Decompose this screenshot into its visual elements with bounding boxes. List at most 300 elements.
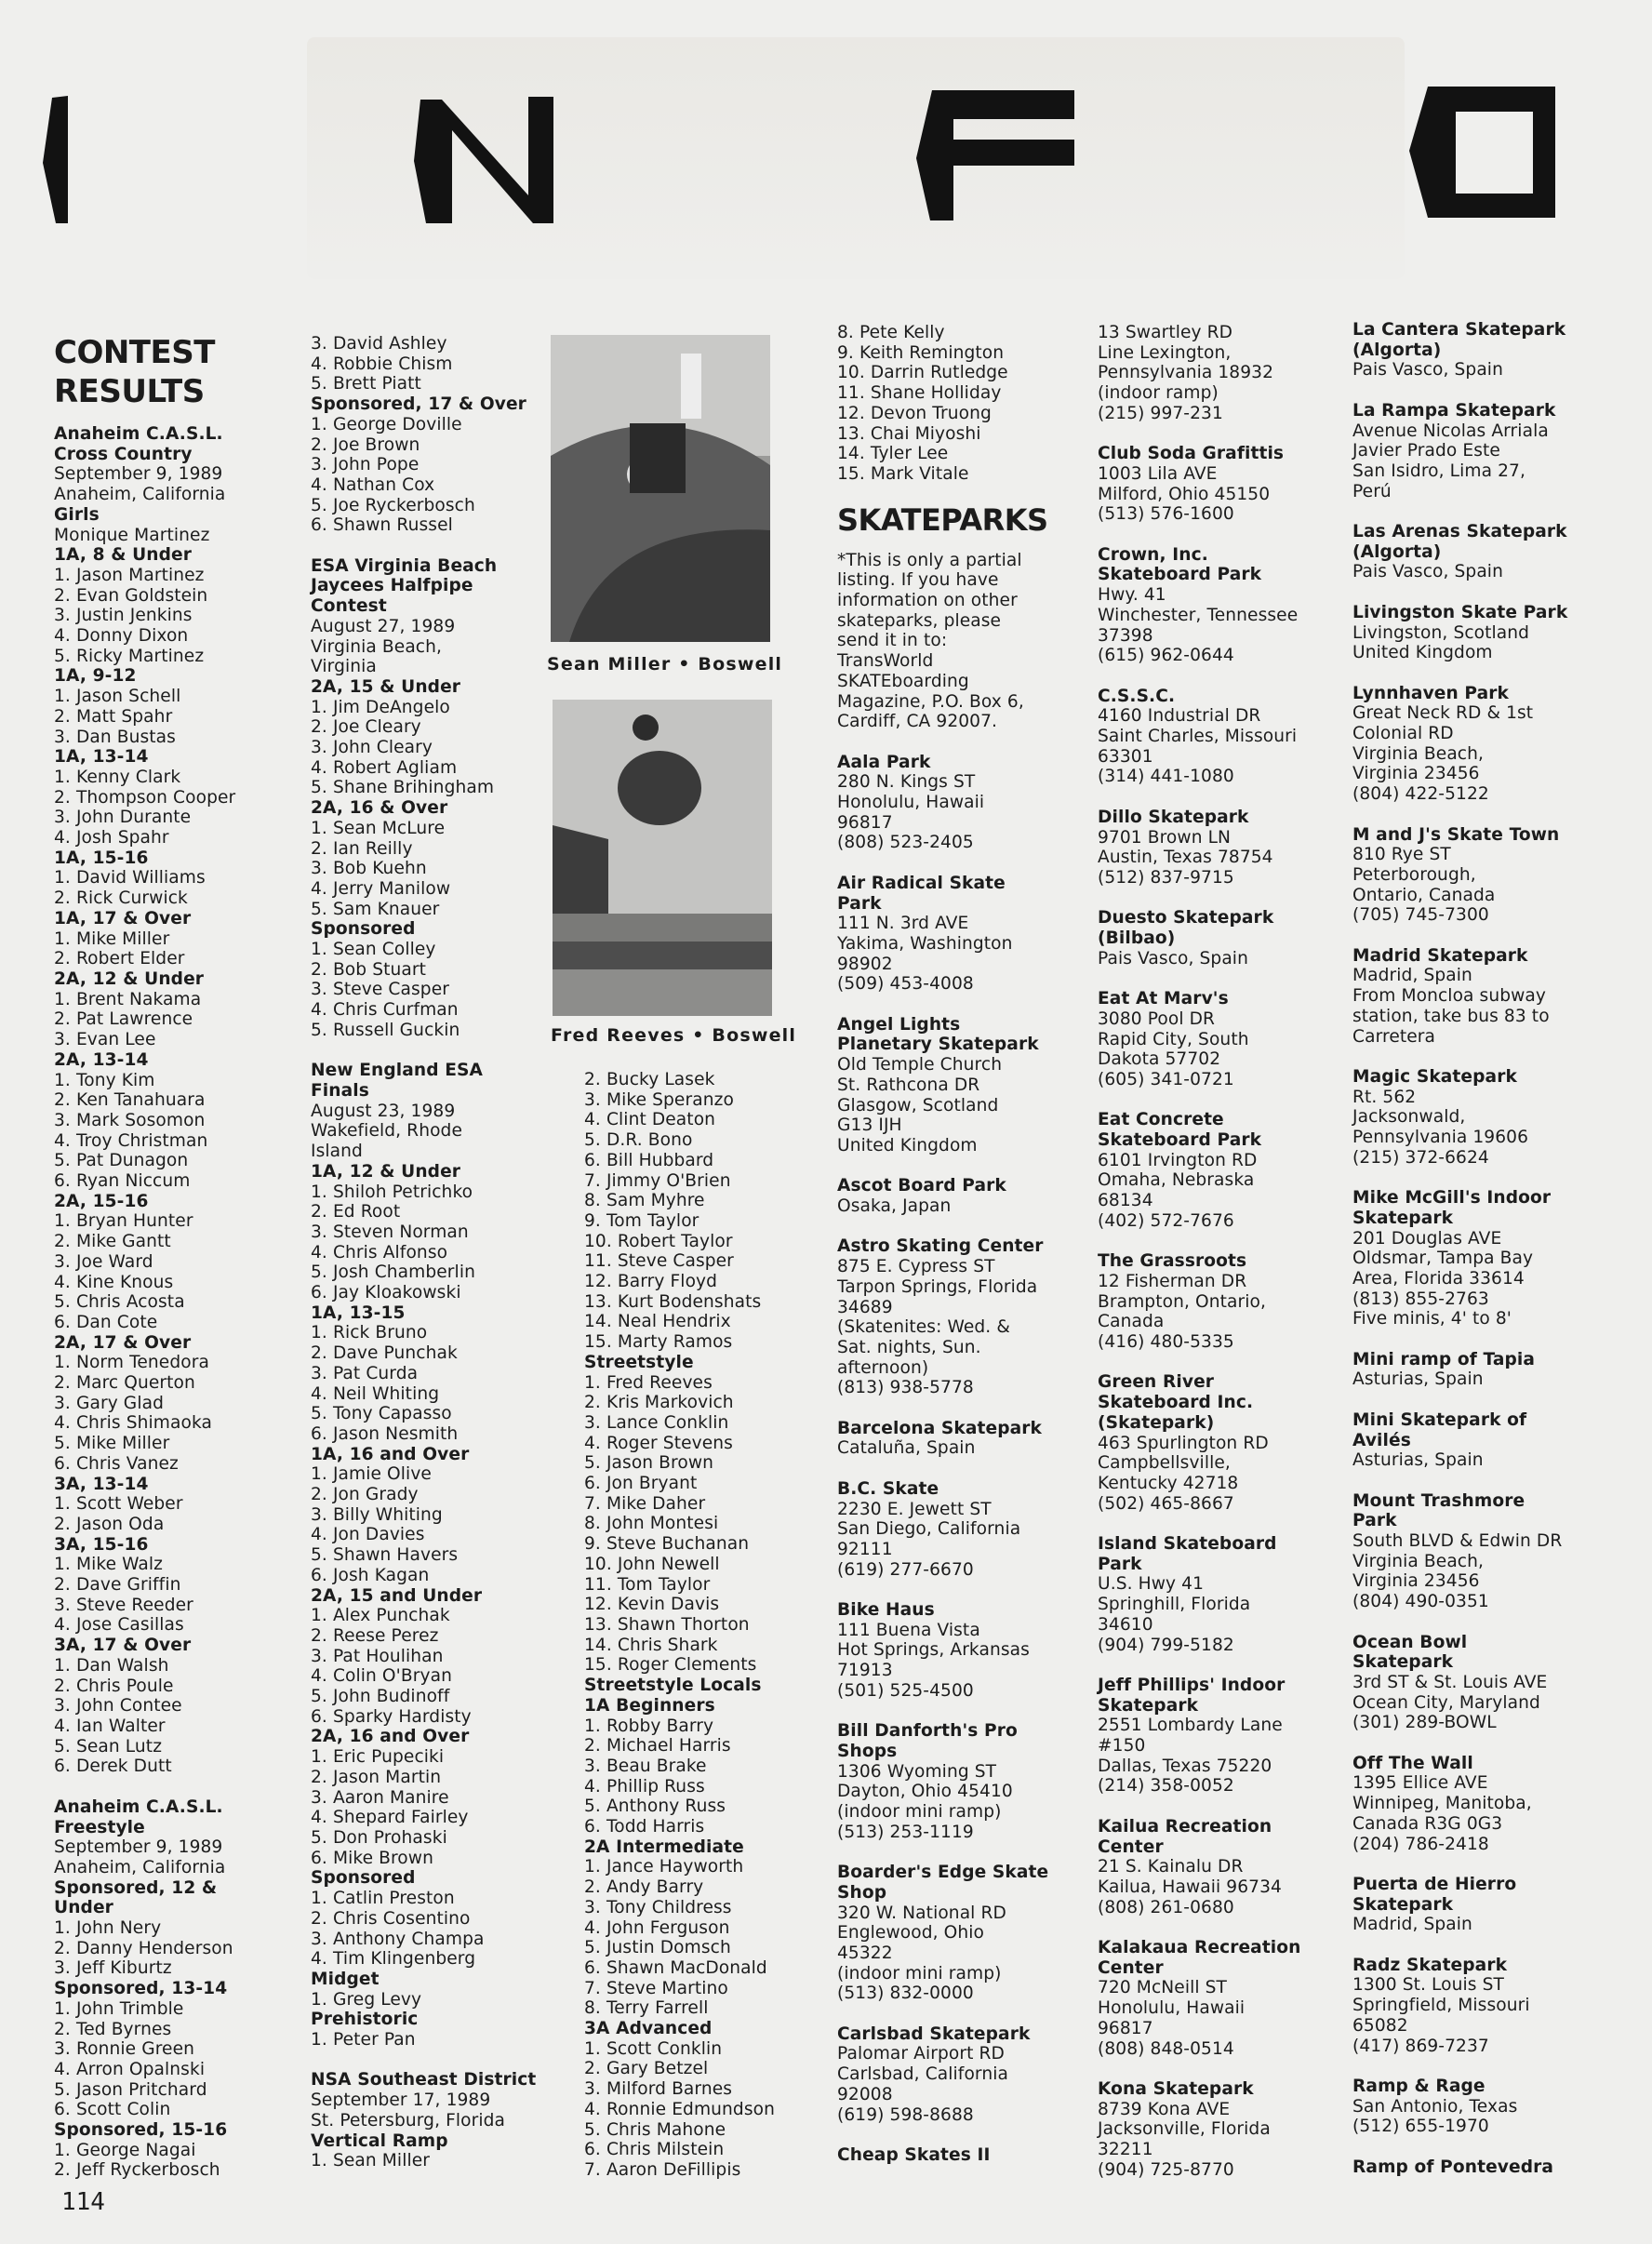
- skatepark-detail: Kailua, Hawaii 96734: [1098, 1877, 1282, 1897]
- skatepark-name: Skatepark: [1352, 1652, 1454, 1673]
- skatepark-detail: 6101 Irvington RD: [1098, 1150, 1258, 1170]
- skatepark-entry: [1352, 1410, 1567, 1491]
- result-line: 3. Tony Childress: [584, 1897, 732, 1917]
- result-line: 2. Jason Oda: [54, 1514, 165, 1534]
- result-line: 7. Mike Daher: [584, 1493, 706, 1514]
- skatepark-name: (Bilbao): [1098, 928, 1176, 949]
- result-line: 1. Brent Nakama: [54, 989, 202, 1009]
- result-line: 1. Alex Punchak: [311, 1606, 450, 1626]
- result-line: 2. Robert Elder: [54, 949, 185, 969]
- spacer: [837, 732, 1048, 753]
- result-line: 1. Jance Hayworth: [584, 1857, 744, 1877]
- skatepark-entry: [1098, 1372, 1301, 1534]
- spacer: [1098, 968, 1301, 989]
- result-line: 3. Pat Curda: [311, 1363, 419, 1383]
- skatepark-entry: [1098, 687, 1301, 808]
- result-line: 3. Mike Speranzo: [584, 1089, 734, 1110]
- skatepark-detail: (513) 576-1600: [1098, 504, 1234, 525]
- skatepark-entry: [1352, 946, 1567, 1067]
- result-line: 7. Jimmy O'Brien: [584, 1170, 731, 1191]
- skatepark-detail: Winchester, Tennessee: [1098, 605, 1299, 625]
- skatepark-name: Planetary Skatepark: [837, 1035, 1039, 1055]
- skatepark-entry: [1352, 684, 1567, 825]
- result-line: 1. Peter Pan: [311, 2030, 416, 2050]
- result-line: 4. John Ferguson: [584, 1917, 730, 1938]
- skatepark-detail: Carlsbad, California: [837, 2064, 1008, 2085]
- skatepark-detail: (402) 572-7676: [1098, 1210, 1234, 1231]
- category-heading: Streetstyle Locals: [584, 1676, 762, 1696]
- category-heading: 2A, 13-14: [54, 1049, 149, 1070]
- result-line: Virginia Beach,: [311, 636, 443, 657]
- result-line: 1. Bryan Hunter: [54, 1211, 193, 1232]
- skatepark-name: Ramp of Pontevedra: [1352, 2157, 1554, 2177]
- skatepark-name: Skatepark: [1352, 1894, 1454, 1915]
- skatepark-detail: Sat. nights, Sun.: [837, 1337, 981, 1357]
- skatepark-name: Avilés: [1352, 1430, 1411, 1450]
- skatepark-detail: (214) 358-0052: [1098, 1776, 1234, 1797]
- category-heading: Contest: [311, 596, 387, 617]
- skatepark-name: Astro Skating Center: [837, 1236, 1044, 1257]
- category-heading: 1A, 12 & Under: [311, 1161, 461, 1182]
- spacer: [1098, 787, 1301, 808]
- skatepark-entry: [837, 2024, 1048, 2145]
- skatepark-name: Dillo Skatepark: [1098, 807, 1249, 827]
- category-heading: 2A, 15 and Under: [311, 1585, 483, 1606]
- result-line: 2. Mike Gantt: [54, 1232, 171, 1252]
- result-line: 1. Greg Levy: [311, 1989, 422, 2010]
- category-heading: Sponsored: [311, 919, 416, 940]
- skatepark-detail: Dayton, Ohio 45410: [837, 1782, 1013, 1802]
- result-line: 12. Barry Floyd: [584, 1272, 718, 1292]
- result-line: 4. Chris Alfonso: [311, 1242, 448, 1262]
- result-line: 1. Shiloh Petrichko: [311, 1182, 473, 1202]
- category-heading: Midget: [311, 1969, 380, 1989]
- result-line: 4. Neil Whiting: [311, 1383, 440, 1404]
- category-heading: 1A Beginners: [584, 1695, 715, 1716]
- result-line: 5. Don Prohaski: [311, 1828, 447, 1848]
- result-line: 1. Sean Colley: [311, 940, 436, 960]
- result-line: 2. Dave Punchak: [311, 1343, 458, 1364]
- skatepark-name: Mini Skatepark of: [1352, 1409, 1527, 1430]
- skatepark-name: Mini ramp of Tapia: [1352, 1349, 1536, 1369]
- skatepark-detail: Jacksonville, Florida: [1098, 2119, 1271, 2140]
- result-line: 3. Beau Brake: [584, 1756, 707, 1776]
- result-line: 3. Anthony Champa: [311, 1929, 485, 1949]
- result-line: 1. Jamie Olive: [311, 1464, 432, 1485]
- skatepark-entry: [1098, 1110, 1301, 1251]
- category-heading: 1A, 15-16: [54, 848, 149, 868]
- spacer: [1098, 1232, 1301, 1252]
- result-line: 3. Steven Norman: [311, 1222, 469, 1242]
- skatepark-detail: (512) 655-1970: [1352, 2117, 1489, 2137]
- skatepark-detail: Yakima, Washington: [837, 933, 1013, 954]
- photo-fred-reeves: [553, 700, 772, 1016]
- spacer: [1352, 1733, 1567, 1754]
- skatepark-name: C.S.S.C.: [1098, 686, 1176, 706]
- skatepark-name: Lynnhaven Park: [1352, 683, 1510, 703]
- spacer: [837, 1156, 1048, 1177]
- spacer: [1352, 1168, 1567, 1188]
- skatepark-detail: Carretera: [1352, 1026, 1436, 1047]
- result-line: 5. Sean Lutz: [54, 1736, 163, 1756]
- result-line: 2. Jon Grady: [311, 1485, 419, 1505]
- spacer: [1352, 1935, 1567, 1956]
- skatepark-name: La Cantera Skatepark: [1352, 320, 1566, 340]
- spacer: [837, 1217, 1048, 1237]
- category-heading: 2A, 17 & Over: [54, 1332, 192, 1353]
- category-heading: Sponsored, 15-16: [54, 2120, 228, 2141]
- result-line: 14. Neal Hendrix: [584, 1312, 731, 1332]
- skatepark-entry: [1352, 1188, 1567, 1350]
- result-line: 4. Josh Spahr: [54, 828, 169, 848]
- result-line: 2. Pat Lawrence: [54, 1009, 193, 1030]
- category-heading: 1A, 17 & Over: [54, 908, 192, 928]
- skatepark-detail: 92008: [837, 2084, 893, 2104]
- result-line: 10. John Newell: [584, 1554, 720, 1574]
- spacer: [1352, 381, 1567, 401]
- result-line: 5. Pat Dunagon: [54, 1151, 189, 1171]
- category-heading: 3A, 15-16: [54, 1534, 149, 1555]
- skatepark-name: Skateboard Inc.: [1098, 1393, 1254, 1413]
- skatepark-detail: Winnipeg, Manitoba,: [1352, 1794, 1532, 1814]
- skatepark-name: Center: [1098, 1837, 1164, 1857]
- skatepark-entry: [1098, 1251, 1301, 1372]
- skatepark-detail: (813) 938-5778: [837, 1378, 974, 1398]
- skatepark-detail: 98902: [837, 954, 893, 974]
- result-line: 3. John Contee: [54, 1696, 182, 1716]
- skatepark-detail: (417) 869-7237: [1352, 2036, 1489, 2056]
- skatepark-detail: (904) 799-5182: [1098, 1635, 1234, 1655]
- skatepark-detail: (301) 289-BOWL: [1352, 1713, 1497, 1733]
- result-line: 10. Robert Taylor: [584, 1231, 733, 1251]
- result-line: 9. Keith Remington: [837, 342, 1005, 363]
- result-line: 5. Josh Chamberlin: [311, 1262, 475, 1283]
- skatepark-entry: [837, 1419, 1048, 1479]
- spacer: [1352, 501, 1567, 522]
- result-line: 6. Bill Hubbard: [584, 1150, 714, 1170]
- result-line: 6. Chris Vanez: [54, 1453, 179, 1474]
- logo-letter-o: [1409, 87, 1555, 218]
- skatepark-detail: 463 Spurlington RD: [1098, 1433, 1269, 1453]
- result-line: 6. Jason Nesmith: [311, 1423, 459, 1444]
- result-line: 4. Jose Casillas: [54, 1615, 184, 1636]
- skateparks-title: SKATEPARKS: [837, 501, 1048, 538]
- skatepark-detail: Honolulu, Hawaii: [837, 793, 985, 813]
- skatepark-detail: 71913: [837, 1661, 893, 1681]
- category-heading: Prehistoric: [311, 2010, 419, 2030]
- skatepark-detail: #150: [1098, 1736, 1146, 1756]
- spacer: [1098, 2180, 1301, 2200]
- skatepark-name: Shops: [837, 1741, 898, 1761]
- result-line: 2. Joe Brown: [311, 434, 420, 455]
- category-heading: Freestyle: [54, 1817, 145, 1837]
- result-line: Wakefield, Rhode: [311, 1121, 462, 1142]
- result-line: 1. John Nery: [54, 1918, 162, 1939]
- skatepark-detail: Saint Charles, Missouri: [1098, 727, 1298, 747]
- contest-column-1: [54, 333, 235, 2181]
- skatepark-name: Ocean Bowl: [1352, 1632, 1468, 1652]
- skatepark-detail: Area, Florida 33614: [1352, 1268, 1525, 1289]
- result-line: September 9, 1989: [54, 1837, 223, 1858]
- result-line: 5. Tony Capasso: [311, 1404, 452, 1424]
- skatepark-entry: [837, 1479, 1048, 1600]
- skatepark-detail: Dakota 57702: [1098, 1049, 1221, 1070]
- skatepark-detail: Pais Vasco, Spain: [1352, 360, 1503, 381]
- result-line: 13. Shawn Thorton: [584, 1614, 750, 1635]
- skatepark-entry: [1098, 1938, 1301, 2079]
- result-line: 3. Steve Reeder: [54, 1595, 193, 1615]
- result-line: 3. Jeff Kiburtz: [54, 1958, 172, 1979]
- spacer: [1352, 663, 1567, 684]
- skatepark-name: Skateboard Park: [1098, 565, 1262, 585]
- skatepark-detail: San Diego, California: [837, 1519, 1021, 1540]
- skatepark-detail: 280 N. Kings ST: [837, 772, 976, 793]
- spacer: [1352, 1854, 1567, 1875]
- result-line: 6. Todd Harris: [584, 1817, 705, 1837]
- skatepark-name: Las Arenas Skatepark: [1352, 522, 1567, 541]
- spacer: [837, 995, 1048, 1015]
- result-line: 4. Kine Knous: [54, 1272, 174, 1292]
- result-line: 1. Mike Miller: [54, 928, 170, 949]
- photo-sean-miller: [551, 335, 770, 642]
- result-line: 3. Joe Ward: [54, 1251, 153, 1272]
- skatepark-entry: [1098, 1676, 1301, 1817]
- skatepark-detail: (615) 962-0644: [1098, 646, 1234, 666]
- result-line: 4. Robbie Chism: [311, 354, 453, 374]
- category-heading: NSA Southeast District: [311, 2070, 537, 2090]
- note-line: skateparks, please: [837, 610, 1002, 631]
- result-line: 5. Chris Acosta: [54, 1292, 185, 1313]
- skatepark-name: Livingston Skate Park: [1352, 602, 1568, 622]
- result-line: 6. Sparky Hardisty: [311, 1706, 472, 1727]
- spacer: [1098, 2059, 1301, 2079]
- skatepark-name: M and J's Skate Town: [1352, 824, 1560, 845]
- skatepark-detail: Ontario, Canada: [1352, 885, 1496, 905]
- skatepark-name: Boarder's Edge Skate: [837, 1863, 1049, 1883]
- skatepark-detail: Old Temple Church: [837, 1055, 1003, 1075]
- result-line: 4. Jerry Manilow: [311, 878, 451, 899]
- skatepark-detail: Peterborough,: [1352, 864, 1476, 885]
- skatepark-detail: Hot Springs, Arkansas: [837, 1640, 1030, 1661]
- spacer: [1352, 1390, 1567, 1410]
- result-line: 1. Tony Kim: [54, 1070, 155, 1090]
- category-heading: Sponsored, 12 &: [54, 1877, 218, 1898]
- skatepark-entry: [837, 1236, 1048, 1418]
- skatepark-detail: (509) 453-4008: [837, 974, 974, 995]
- skatepark-detail: Madrid, Spain: [1352, 966, 1472, 986]
- skatepark-detail: United Kingdom: [1352, 643, 1493, 663]
- result-line: 4. Chris Curfman: [311, 1000, 459, 1021]
- result-line: 9. Tom Taylor: [584, 1210, 699, 1231]
- category-heading: 1A, 8 & Under: [54, 545, 193, 566]
- skatepark-entry: [837, 1600, 1048, 1721]
- category-heading: Jaycees Halfpipe: [311, 576, 473, 596]
- result-line: 8. Sam Myhre: [584, 1191, 705, 1211]
- result-line: Island: [311, 1142, 363, 1162]
- spacer: [837, 1398, 1048, 1419]
- skatepark-entry: [1352, 2157, 1567, 2197]
- contest-column-3: [584, 1070, 775, 2181]
- note-line: SKATEboarding: [837, 671, 969, 691]
- skatepark-detail: U.S. Hwy 41: [1098, 1574, 1205, 1595]
- spacer: [1098, 424, 1301, 445]
- spacer: [311, 536, 536, 556]
- result-line: 1. Eric Pupeciki: [311, 1747, 445, 1768]
- note-line: listing. If you have: [837, 570, 999, 591]
- skatepark-entry: [1352, 1350, 1567, 1410]
- skatepark-name: Eat At Marv's: [1098, 989, 1229, 1009]
- skatepark-detail: Canada: [1098, 1312, 1165, 1332]
- skatepark-entry: [1098, 808, 1301, 909]
- result-line: 5. Shane Brihingham: [311, 778, 495, 798]
- result-line: 3. Ronnie Green: [54, 2039, 195, 2060]
- skatepark-detail: (705) 745-7300: [1352, 905, 1489, 926]
- spacer: [1098, 888, 1301, 909]
- skatepark-detail: Austin, Texas 78754: [1098, 848, 1273, 868]
- skatepark-detail: 96817: [837, 812, 893, 833]
- skatepark-name: B.C. Skate: [837, 1478, 939, 1499]
- skatepark-detail: United Kingdom: [837, 1135, 978, 1155]
- skatepark-name: Jeff Phillips' Indoor: [1098, 1675, 1286, 1695]
- photo-caption-2: Fred Reeves • Boswell: [551, 1025, 797, 1046]
- result-line: 2. Bucky Lasek: [584, 1070, 715, 1089]
- skatepark-detail: Virginia 23456: [1352, 1571, 1480, 1592]
- result-line: 1. Scott Conklin: [584, 2038, 723, 2059]
- skatepark-detail: (416) 480-5335: [1098, 1332, 1234, 1353]
- result-line: 4. Chris Shimaoka: [54, 1413, 212, 1434]
- skatepark-name: Shop: [837, 1882, 887, 1903]
- spacer: [1098, 1353, 1301, 1373]
- skatepark-detail: (804) 422-5122: [1352, 784, 1489, 805]
- result-line: 11. Tom Taylor: [584, 1574, 711, 1595]
- result-line: 15. Roger Clements: [584, 1655, 757, 1676]
- result-line: 2. Matt Spahr: [54, 706, 173, 727]
- result-line: 1. Jim DeAngelo: [311, 697, 450, 717]
- photo-caption-1: Sean Miller • Boswell: [547, 654, 783, 675]
- skatepark-entry: [1098, 323, 1301, 444]
- spacer: [311, 1041, 536, 1062]
- skatepark-entry: [1352, 1491, 1567, 1633]
- result-line: 4. Colin O'Bryan: [311, 1666, 452, 1687]
- result-line: 2. Jason Martin: [311, 1767, 442, 1787]
- result-line: 14. Tyler Lee: [837, 444, 949, 464]
- result-line: 1. Sean Miller: [311, 2151, 431, 2171]
- skatepark-entry: [1352, 1875, 1567, 1956]
- skatepark-detail: (804) 490-0351: [1352, 1592, 1489, 1612]
- spacer: [837, 853, 1048, 874]
- skatepark-detail: afternoon): [837, 1357, 929, 1378]
- result-line: 6. Shawn Russel: [311, 515, 453, 536]
- note-line: TransWorld: [837, 651, 934, 672]
- spacer: [837, 2166, 1048, 2186]
- skatepark-name: The Grassroots: [1098, 1251, 1247, 1272]
- skatepark-name: Park: [1098, 1554, 1142, 1574]
- skatepark-detail: Canada R3G 0G3: [1352, 1813, 1503, 1834]
- skatepark-entry: [837, 1176, 1048, 1236]
- result-line: 13. Kurt Bodenshats: [584, 1291, 762, 1312]
- skater-photo-1-image: [551, 335, 770, 642]
- result-line: 4. Tim Klingenberg: [311, 1949, 476, 1970]
- category-heading: Sponsored, 17 & Over: [311, 394, 526, 415]
- skatepark-detail: (501) 525-4500: [837, 1680, 974, 1701]
- skatepark-name: Kailua Recreation: [1098, 1816, 1272, 1837]
- category-heading: Sponsored: [311, 1868, 416, 1889]
- category-heading: 1A, 13-14: [54, 747, 149, 768]
- skatepark-detail: (502) 465-8667: [1098, 1493, 1234, 1514]
- skatepark-name: Duesto Skatepark: [1098, 908, 1274, 928]
- result-line: 11. Shane Holliday: [837, 383, 1002, 404]
- skatepark-detail: Ocean City, Maryland: [1352, 1692, 1540, 1713]
- contest-list-3: [584, 1070, 775, 2181]
- skatepark-detail: Campbellsville,: [1098, 1453, 1231, 1474]
- skatepark-detail: Englewood, Ohio: [837, 1923, 984, 1943]
- skatepark-name: Park: [1352, 1511, 1397, 1531]
- skatepark-detail: (314) 441-1080: [1098, 767, 1234, 787]
- result-line: 3. Evan Lee: [54, 1030, 156, 1050]
- result-line: 2. Jeff Ryckerbosch: [54, 2160, 220, 2181]
- skatepark-detail: (indoor mini ramp): [837, 1802, 1002, 1823]
- result-line: 3. Mark Sosomon: [54, 1110, 206, 1130]
- result-line: 2. Thompson Cooper: [54, 787, 236, 808]
- result-line: 2. Kris Markovich: [584, 1393, 734, 1413]
- result-line: 6. Dan Cote: [54, 1312, 158, 1332]
- skatepark-detail: 2551 Lombardy Lane: [1098, 1716, 1283, 1736]
- result-line: 2. Dave Griffin: [54, 1575, 181, 1596]
- result-line: 1. Kenny Clark: [54, 767, 181, 787]
- skatepark-entry: [837, 874, 1048, 1015]
- result-line: 15. Mark Vitale: [837, 463, 969, 484]
- spacer: [837, 1702, 1048, 1722]
- contest-title-line2: RESULTS: [54, 373, 205, 410]
- result-line: 4. Phillip Russ: [584, 1776, 705, 1797]
- skatepark-detail: Livingston, Scotland: [1352, 622, 1530, 643]
- result-line: 3. Bob Kuehn: [311, 859, 427, 879]
- skatepark-name: Madrid Skatepark: [1352, 945, 1528, 966]
- skatepark-detail: 45322: [837, 1943, 893, 1963]
- skatepark-detail: Asturias, Spain: [1352, 1369, 1484, 1390]
- skatepark-detail: Avenue Nicolas Arriala: [1352, 421, 1549, 441]
- skatepark-detail: Osaka, Japan: [837, 1196, 952, 1217]
- skatepark-entry: [1098, 2079, 1301, 2200]
- skatepark-detail: Pais Vasco, Spain: [1352, 562, 1503, 582]
- skatepark-detail: Tarpon Springs, Florida: [837, 1276, 1038, 1297]
- spacer: [1098, 1917, 1301, 1938]
- result-line: 3. Milford Barnes: [584, 2079, 733, 2100]
- skatepark-detail: Madrid, Spain: [1352, 1915, 1472, 1935]
- category-heading: Sponsored, 13-14: [54, 1979, 228, 1999]
- skatepark-detail: (Skatenites: Wed. &: [837, 1317, 1010, 1338]
- skatepark-detail: (215) 997-231: [1098, 403, 1223, 423]
- skatepark-detail: (813) 855-2763: [1352, 1289, 1489, 1309]
- result-line: 3. Justin Jenkins: [54, 606, 193, 626]
- result-line: 1. Jason Schell: [54, 687, 181, 707]
- contest-list-4: [837, 323, 1048, 485]
- skatepark-name: Ascot Board Park: [837, 1176, 1006, 1196]
- category-heading: Anaheim C.A.S.L.: [54, 424, 223, 444]
- result-line: 2. Chris Cosentino: [311, 1908, 471, 1929]
- skatepark-detail: 2230 E. Jewett ST: [837, 1499, 992, 1519]
- result-line: 4. Troy Christman: [54, 1130, 208, 1151]
- result-line: 2. Bob Stuart: [311, 959, 427, 980]
- skatepark-detail: Milford, Ohio 45150: [1098, 484, 1271, 504]
- result-line: 6. Chris Milstein: [584, 2140, 725, 2160]
- result-line: St. Petersburg, Florida: [311, 2110, 506, 2130]
- result-line: 12. Kevin Davis: [584, 1595, 720, 1615]
- skatepark-detail: Line Lexington,: [1098, 342, 1232, 363]
- skatepark-detail: 3rd ST & St. Louis AVE: [1352, 1672, 1548, 1692]
- note-line: information on other: [837, 591, 1018, 611]
- spacer: [1352, 805, 1567, 825]
